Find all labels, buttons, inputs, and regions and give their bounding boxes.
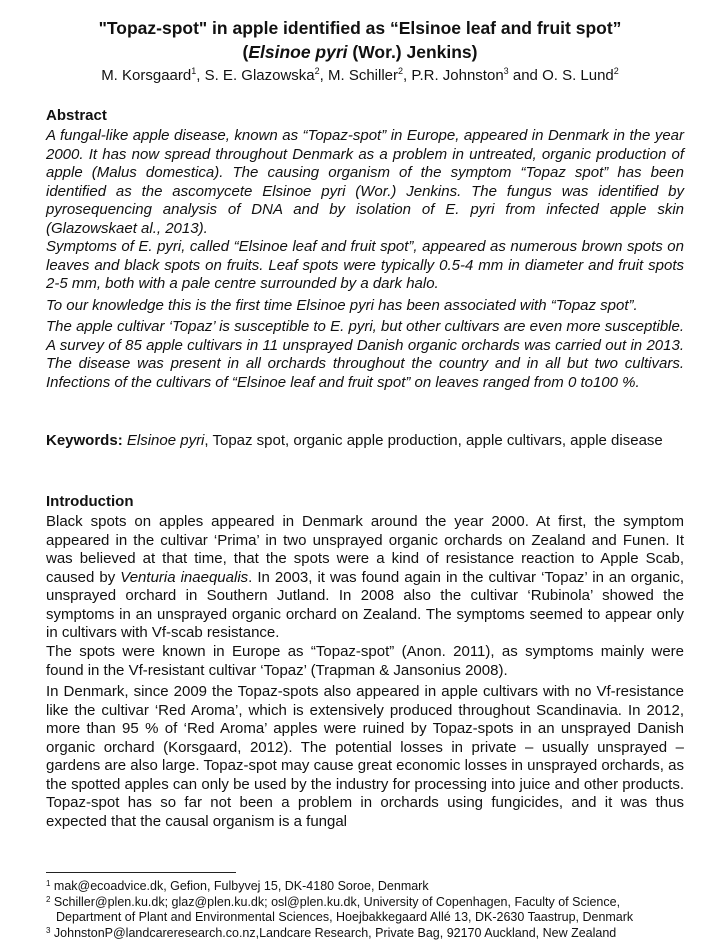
title-species-name: Elsinoe pyri [248,42,348,62]
intro-p1-text-b: . In 2003, it was found again in the cultivar ‘Topaz’ in an organic, unsprayed orchard in Southern Jutland. In 2008 also the cultivar ‘Rubinola’ showed the symptoms in an unsprayed organic orchard on Zealand. The symptoms seemed to appear only in cultivars with Vf-scab resistance. [46,568,685,641]
introduction-paragraph-3: In Denmark, since 2009 the Topaz-spots also appeared in apple cultivars with no Vf-resistance like the cultivar ‘Red Aroma’, which is extensively produced throughout Scandinavia. In 2012, more than 95 % of ‘Red Aroma’ apples were ruined by Topaz-spots in an unsprayed Danish organic orchard (Korsgaard, 2012). The potential losses in private – usually unsprayed – gardens are also large. Topaz-spot may cause great economic losses in unsprayed orchards, as the spotted apples can only be used by the industry for processing into juice and other products. Topaz-spot has so far not been a problem in orchards using fungicides, and it was thus expected that the causal organism is a fungal [46,683,684,830]
introduction-paragraph-1 [46,513,684,643]
author-list [0,66,720,85]
keywords-species-term: Elsinoe pyri [126,432,205,449]
footnote-3 [46,926,686,941]
author-affiliation-mark: 1 [191,66,197,76]
paper-title-line2 [0,42,720,63]
intro-p1-text-a: Black spots on apples appeared in Denmark around the year 2000. At first, the symptom appeared in the cultivar ‘Prima’ in two unsprayed organic orchards on Zealand and Funen. It was believed at that time, that the spots were a kind of resistance reaction to Apple Scab, caused by [46,513,684,586]
author-affiliation-mark: 3 [503,66,509,76]
paper-title-line1: "Topaz-spot" in apple identified as “Elsinoe leaf and fruit spot” [98,18,622,38]
footnote-separator [46,872,236,873]
keywords-block [46,432,684,451]
author-separator: and [508,67,543,84]
author-name: O. S. Lund [542,67,614,84]
footnote-2 [46,895,686,925]
footnote-continuation: Department of Plant and Environmental Sciences, Hoejbakkegaard Allé 13, DK-2630 Taastrup, Denmark [56,910,634,924]
intro-p1-species: Venturia inaequalis [120,568,249,586]
keywords-list: , Topaz spot, organic apple production, apple cultivars, apple disease [204,432,663,449]
abstract-paragraph-2: Symptoms of E. pyri, called “Elsinoe leaf and fruit spot”, appeared as numerous brown spots on leaves and black spots on fruits. Leaf spots were typically 0.5-4 mm in diameter and fruit spots 2-5 mm, both with a pale centre surrounded by a dark halo. [46,238,684,292]
author-name: P.R. Johnston [411,67,504,84]
footnote-text: mak@ecoadvice.dk, Gefion, Fulbyvej 15, DK-4180 Soroe, Denmark [50,879,429,893]
author-affiliation-mark: 2 [398,66,404,76]
author-affiliation-mark: 2 [314,66,320,76]
author-name: M. Schiller [328,67,399,84]
footnote-1 [46,879,686,894]
author-separator: , [403,67,412,84]
introduction-paragraph-2: The spots were known in Europe as “Topaz-spot” (Anon. 2011), as symptoms mainly were found in the Vf-resistant cultivar ‘Topaz’ (Trapman & Jansonius 2008). [46,643,684,679]
title-open-paren: ( [242,42,249,62]
keywords-label: Keywords: [46,432,123,449]
footnote-text: JohnstonP@landcareresearch.co.nz,Landcare Research, Private Bag, 92170 Auckland, New Zealand [50,926,617,940]
footnote-mark: 3 [46,926,51,935]
author-name: M. Korsgaard [101,67,192,84]
introduction-heading: Introduction [46,493,134,510]
abstract-paragraph-4: The apple cultivar ‘Topaz’ is susceptible to E. pyri, but other cultivars are even more susceptible. A survey of 85 apple cultivars in 11 unsprayed Danish organic orchards was carried out in 2013. The disease was present in all orchards throughout the country and in all but two cultivars. Infections of the cultivars of “Elsinoe leaf and fruit spot” on leaves ranged from 0 to100 %. [46,318,684,391]
footnote-mark: 1 [46,879,51,888]
footnote-text: Schiller@plen.ku.dk; glaz@plen.ku.dk; osl@plen.ku.dk, University of Copenhagen, Faculty of Science, [50,895,621,909]
author-name: S. E. Glazowska [204,67,315,84]
abstract-heading: Abstract [46,107,107,124]
abstract-paragraph-1: A fungal-like apple disease, known as “Topaz-spot” in Europe, appeared in Denmark in the year 2000. It has now spread throughout Denmark as a problem in untreated, organic production of apple (Malus domestica). The causing organism of the symptom “Topaz spot” has been identified as the ascomycete Elsinoe pyri (Wor.) Jenkins. The fungus was identified by pyrosequencing analysis of DNA and by isolation of E. pyri from infected apple skin (Glazowskaet al., 2013). [46,127,684,237]
author-separator: , [196,67,205,84]
footnote-mark: 2 [46,895,51,904]
abstract-paragraph-3: To our knowledge this is the first time Elsinoe pyri has been associated with “Topaz spot”. [46,297,638,314]
author-affiliation-mark: 2 [613,66,619,76]
author-separator: , [319,67,328,84]
title-authority: (Wor.) Jenkins) [347,42,478,62]
